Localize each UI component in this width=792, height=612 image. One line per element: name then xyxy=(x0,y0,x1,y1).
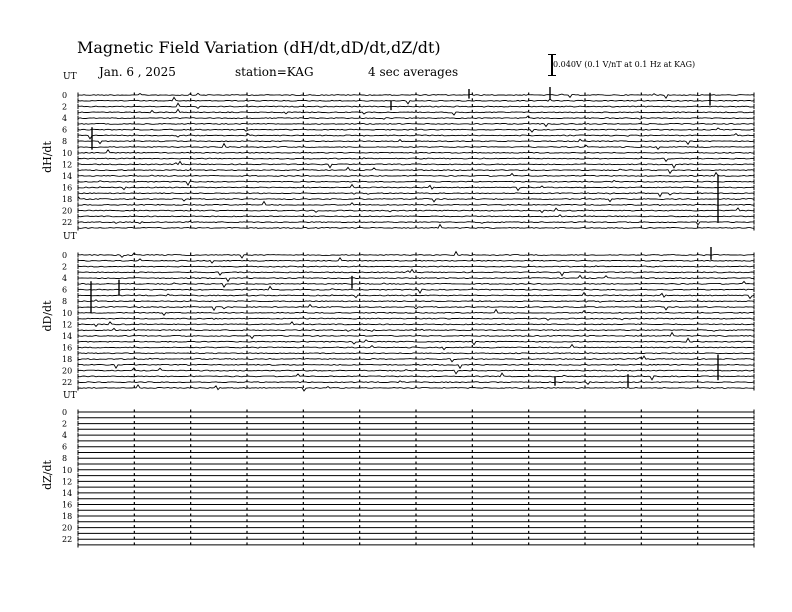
hour-label: 20 xyxy=(62,366,73,376)
hour-label: 22 xyxy=(62,218,73,228)
hour-label: 10 xyxy=(62,148,73,158)
hour-label: 6 xyxy=(62,125,68,135)
hour-label: 22 xyxy=(62,378,73,388)
scale-label: 0.040V (0.1 V/nT at 0.1 Hz at KAG) xyxy=(553,60,696,69)
hour-label: 0 xyxy=(62,251,68,260)
date-label: Jan. 6 , 2025 xyxy=(99,65,176,79)
hour-label: 8 xyxy=(62,137,68,147)
hour-label: 2 xyxy=(62,419,68,429)
hour-label: 12 xyxy=(62,477,73,487)
hour-label: 4 xyxy=(62,431,68,441)
station-label: station=KAG xyxy=(235,65,314,79)
hour-label: 14 xyxy=(62,331,73,341)
hour-label: 22 xyxy=(62,535,73,545)
hour-label: 14 xyxy=(62,488,73,498)
hour-label: 18 xyxy=(62,512,73,522)
hour-label: 12 xyxy=(62,160,73,170)
hour-label: 2 xyxy=(62,262,68,272)
chart-title: Magnetic Field Variation (dH/dt,dD/dt,dZ/dt) xyxy=(77,38,441,57)
hour-label: 6 xyxy=(62,285,68,295)
panel-ylabel: dH/dt xyxy=(41,141,54,173)
ut-label: UT xyxy=(63,72,77,82)
trace-line xyxy=(78,364,754,368)
hour-label: 0 xyxy=(62,91,68,100)
hour-label: 20 xyxy=(62,206,73,216)
hour-label: 20 xyxy=(62,523,73,533)
hour-label: 12 xyxy=(62,320,73,330)
hour-label: 18 xyxy=(62,195,73,205)
ut-label: UT xyxy=(63,391,77,401)
hour-label: 10 xyxy=(62,308,73,318)
hour-label: 0 xyxy=(62,408,68,417)
trace-line xyxy=(78,124,754,127)
hour-label: 14 xyxy=(62,171,73,181)
hour-label: 2 xyxy=(62,102,68,112)
hour-label: 6 xyxy=(62,442,68,452)
hour-label: 4 xyxy=(62,114,68,124)
panel-ylabel: dZ/dt xyxy=(41,460,54,490)
panel-ylabel: dD/dt xyxy=(41,300,54,332)
hour-label: 8 xyxy=(62,297,68,307)
hour-label: 8 xyxy=(62,454,68,464)
hour-label: 10 xyxy=(62,465,73,475)
ut-label: UT xyxy=(63,232,77,242)
hour-label: 16 xyxy=(62,183,73,193)
averaging-label: 4 sec averages xyxy=(368,65,459,79)
hour-label: 18 xyxy=(62,355,73,365)
hour-label: 16 xyxy=(62,343,73,353)
hour-label: 4 xyxy=(62,274,68,284)
hour-label: 16 xyxy=(62,500,73,510)
trace-line xyxy=(78,193,754,197)
